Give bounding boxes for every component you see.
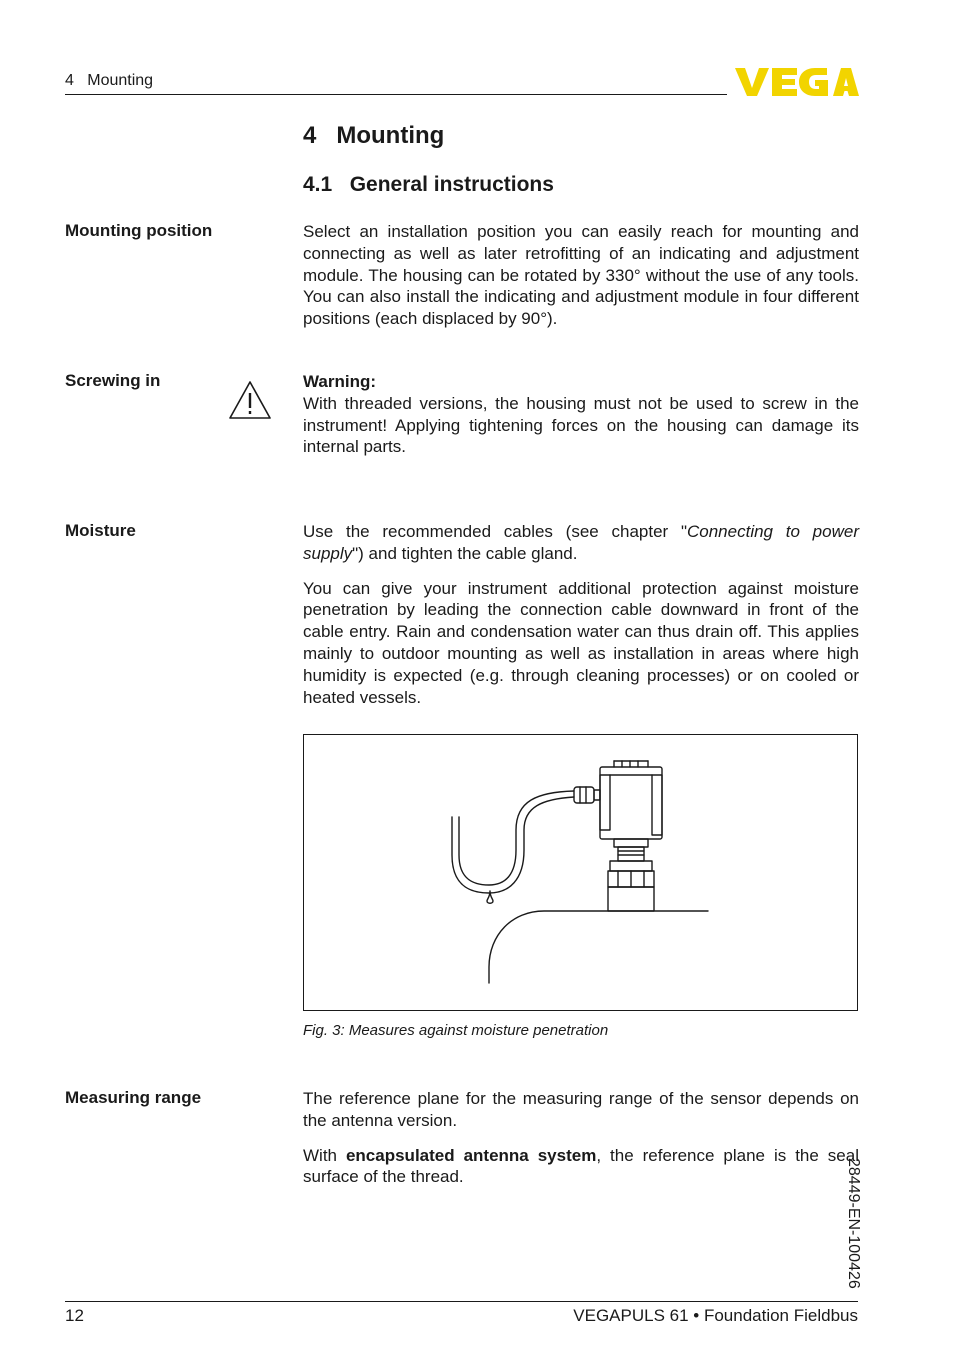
chapter-title: 4 Mounting (303, 122, 445, 149)
vega-logo (735, 66, 859, 98)
moisture-p1-end: ") and tighten the cable gland. (352, 543, 578, 563)
warning-triangle-icon (228, 380, 272, 420)
figure-moisture-penetration (303, 734, 858, 1011)
warning-text: With threaded versions, the housing must not be used to screw in the instrument! Applying tightening forces on the housing can damage its internal parts. (303, 393, 859, 457)
document-id: 28449-EN-100426 (845, 1158, 862, 1289)
moisture-p1-start: Use the recommended cables (see chapter " (303, 522, 687, 541)
moisture-p2: You can give your instrument additional protection against moisture penetration by leading the connection cable downward in front of the cable entry. Rain and condensation water can thus drain off. This applies mainly to outdoor mounting as well as installation in areas where high humidity is expected (e.g. through cleaning processes) or on cooled or heated vessels. (303, 578, 859, 707)
moisture-text (303, 521, 859, 708)
footer-title: VEGAPULS 61 • Foundation Fieldbus (573, 1306, 858, 1325)
measuring-range-p2-start: With (303, 1145, 346, 1165)
measuring-range-p2-end: , the reference plane is the seal surface of the thread. (303, 1145, 859, 1187)
screwing-in-text (303, 371, 859, 458)
side-label-moisture: Moisture (65, 521, 136, 540)
footer-rule (65, 1301, 858, 1302)
warning-title: Warning: (303, 372, 377, 391)
encapsulated-antenna-term: encapsulated antenna system (345, 1145, 597, 1165)
mounting-position-text (303, 221, 859, 330)
side-label-mounting-position: Mounting position (65, 221, 213, 240)
sensor-drawing (304, 735, 857, 1010)
page-number: 12 (65, 1306, 84, 1325)
figure-caption: Fig. 3: Measures against moisture penetration (303, 1022, 609, 1039)
chapter-reference: Connecting to power supply (303, 522, 859, 563)
mounting-position-paragraph: Select an installation position you can easily reach for mounting and connecting as well as later retrofitting of an indicating and adjustment module. The housing can be rotated by 330° without the use of any tools. You can also install the indicating and adjustment module in four different positions (each displaced by 90°). (303, 222, 859, 329)
running-header: 4 Mounting (65, 72, 154, 89)
side-label-measuring-range: Measuring range (65, 1088, 202, 1107)
section-title: 4.1 General instructions (303, 173, 554, 196)
measuring-range-p1: The reference plane for the measuring range of the sensor depends on the antenna version. (303, 1089, 859, 1130)
measuring-range-text (303, 1088, 859, 1188)
side-label-screwing-in: Screwing in (65, 371, 161, 390)
header-rule (65, 94, 727, 95)
